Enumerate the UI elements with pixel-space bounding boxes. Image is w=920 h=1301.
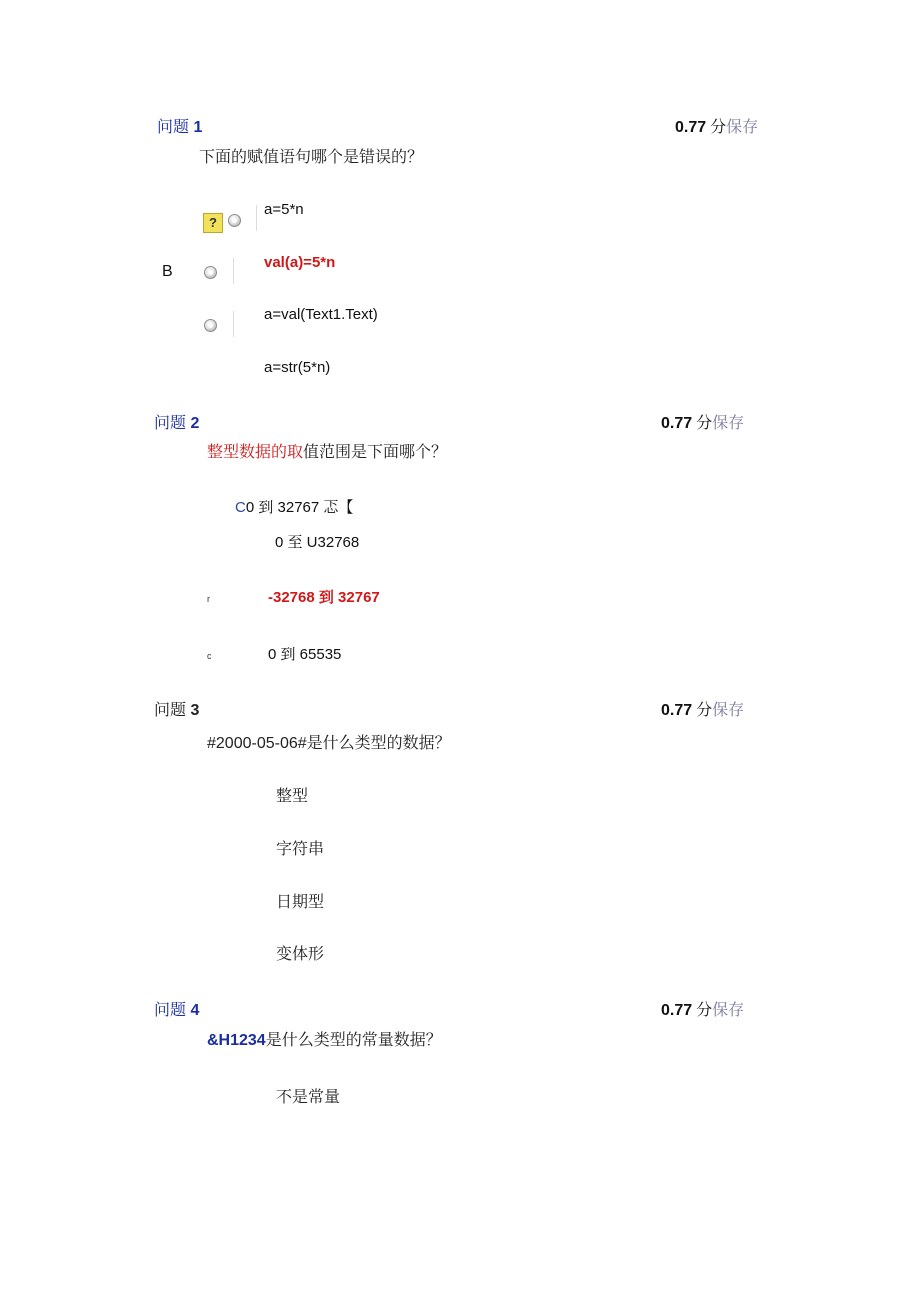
answer-marker: B bbox=[162, 263, 173, 280]
save-link[interactable]: 保存 bbox=[726, 119, 759, 136]
radio-glyph[interactable]: c bbox=[207, 651, 212, 661]
score-unit: 分 bbox=[696, 415, 713, 432]
question-4-title bbox=[154, 997, 199, 1020]
question-1-score bbox=[675, 114, 758, 137]
option-a[interactable]: 整型 bbox=[276, 788, 309, 805]
score-unit: 分 bbox=[696, 702, 713, 719]
option-b[interactable]: 字符串 bbox=[276, 841, 325, 858]
question-3-title bbox=[154, 697, 199, 720]
question-label: 问题 bbox=[154, 415, 187, 432]
radio-glyph: C bbox=[235, 499, 246, 516]
divider bbox=[256, 205, 257, 231]
question-3-text: #2000-05-06#是什么类型的数据？ bbox=[207, 735, 451, 752]
option-c[interactable]: 日期型 bbox=[276, 894, 325, 911]
question-number: 4 bbox=[190, 1002, 200, 1019]
option-a: a=5*n bbox=[264, 201, 304, 218]
radio-option-b[interactable] bbox=[204, 266, 217, 279]
score-unit: 分 bbox=[710, 119, 727, 136]
option-a[interactable]: 不是常量 bbox=[276, 1089, 341, 1106]
radio-glyph[interactable]: r bbox=[207, 594, 210, 604]
score-value: 0.77 bbox=[661, 415, 693, 432]
score-unit: 分 bbox=[696, 1002, 713, 1019]
option-c: a=val(Text1.Text) bbox=[264, 306, 378, 323]
question-text-rest: 是什么类型的常量数据？ bbox=[265, 1032, 442, 1049]
option-a-text: 0 到 32767 忑【 bbox=[245, 499, 354, 516]
question-2-text bbox=[207, 439, 447, 462]
question-number: 2 bbox=[190, 415, 200, 432]
radio-option-c[interactable] bbox=[204, 319, 217, 332]
question-text-rest: 值范围是下面哪个？ bbox=[303, 444, 448, 461]
option-d[interactable]: 变体形 bbox=[276, 946, 325, 963]
option-c: -32768 到 32767 bbox=[268, 589, 380, 606]
question-2-score bbox=[661, 410, 744, 433]
save-link[interactable]: 保存 bbox=[712, 415, 745, 432]
option-b: val(a)=5*n bbox=[264, 254, 336, 271]
question-label: 问题 bbox=[154, 702, 187, 719]
question-4-score bbox=[661, 997, 744, 1020]
question-number: 1 bbox=[193, 119, 203, 136]
question-3-score bbox=[661, 697, 744, 720]
divider bbox=[233, 258, 234, 284]
score-value: 0.77 bbox=[675, 119, 707, 136]
hint-icon[interactable]: ? bbox=[203, 213, 223, 233]
question-label: 问题 bbox=[154, 1002, 187, 1019]
save-link[interactable]: 保存 bbox=[712, 1002, 745, 1019]
radio-option-a[interactable] bbox=[228, 214, 241, 227]
option-d: a=str(5*n) bbox=[264, 359, 331, 376]
question-number: 3 bbox=[190, 702, 200, 719]
option-a[interactable] bbox=[235, 496, 353, 517]
question-1-text: 下面的赋值语句哪个是错误的？ bbox=[199, 149, 424, 166]
option-d: 0 到 65535 bbox=[268, 646, 342, 663]
question-code: &H1234 bbox=[207, 1032, 266, 1049]
divider bbox=[233, 311, 234, 337]
score-value: 0.77 bbox=[661, 1002, 693, 1019]
question-2-title bbox=[154, 410, 199, 433]
score-value: 0.77 bbox=[661, 702, 693, 719]
question-4-text bbox=[207, 1027, 442, 1050]
question-text-highlight: 整型数据的取 bbox=[207, 444, 304, 461]
question-label: 问题 bbox=[157, 119, 190, 136]
save-link[interactable]: 保存 bbox=[712, 702, 745, 719]
option-b: 0 至 U32768 bbox=[275, 534, 360, 551]
question-1-title bbox=[157, 114, 202, 137]
